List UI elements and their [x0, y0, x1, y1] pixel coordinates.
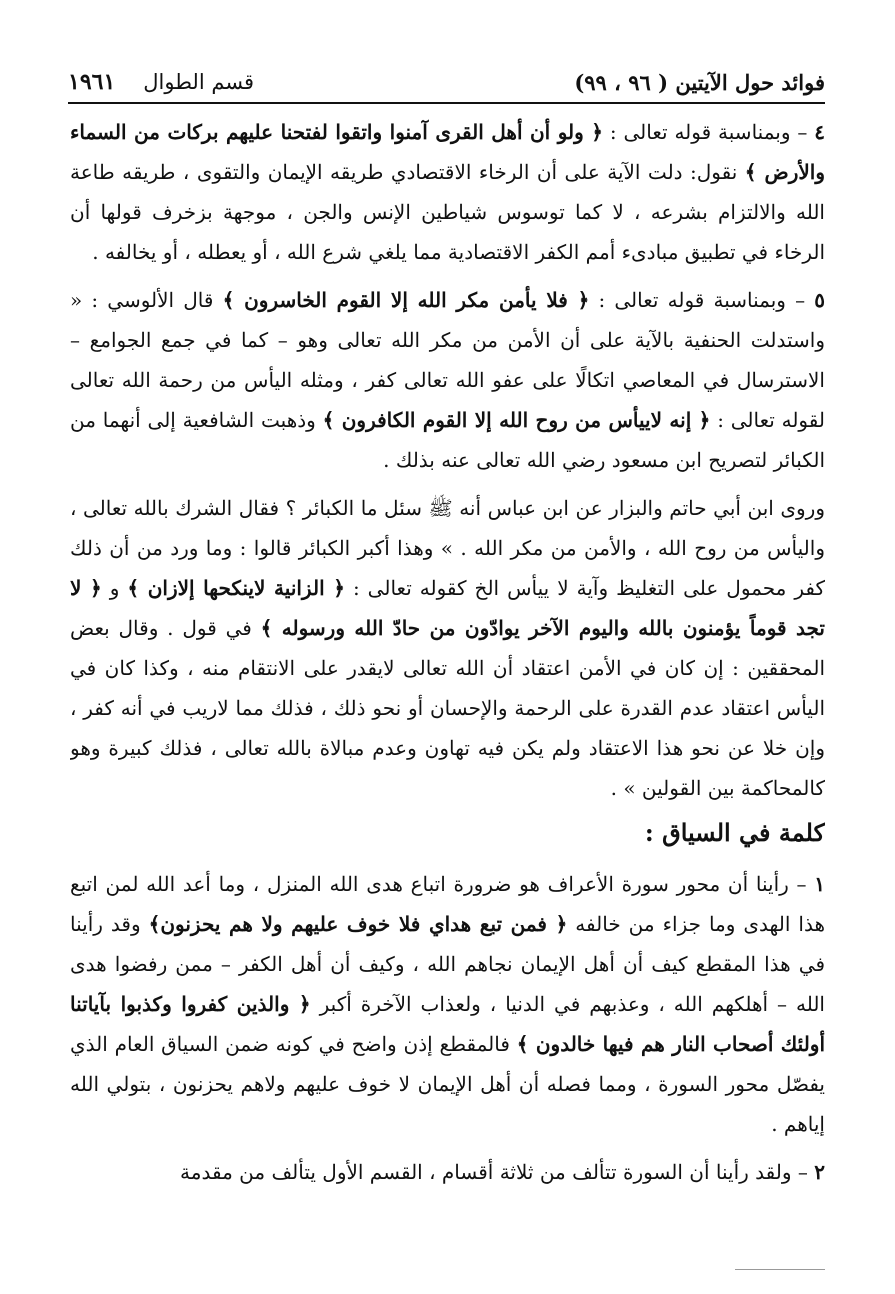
- paragraph-text: و: [101, 576, 128, 600]
- running-header: [68, 62, 825, 104]
- running-title: فوائد حول الآيتين ( ٩٦ ، ٩٩): [574, 69, 825, 95]
- context-paragraph-2: [70, 1152, 825, 1192]
- quranic-verse: ﴿ فمن تبع هداي فلا خوف عليهم ولا هم يحزنون﴾: [148, 912, 568, 936]
- page-body: [70, 112, 825, 1234]
- item-number: ٥: [814, 288, 825, 312]
- quranic-verse: ﴿ الزانية لاينكحها إلازان ﴾: [127, 576, 345, 600]
- paragraph-text: فالمقطع إذن واضح في كونه ضمن السياق العام الذي يفصّل محور السورة ، ومما فصله أن أهل الإيمان لا خوف عليهم ولاهم يحزنون ، بتولي الله إياهم .: [70, 1032, 825, 1136]
- quranic-verse: ﴿ إنه لاييأس من روح الله إلا القوم الكافرون ﴾: [322, 408, 711, 432]
- paragraph-text: – رأينا أن محور سورة الأعراف هو ضرورة اتباع هدى الله المنزل ، وما أعد الله لمن اتبع هذا الهدى وما جزاء من خالفه: [70, 872, 825, 936]
- section-heading: كلمة في السياق :: [644, 818, 825, 847]
- paragraph-text: وروى ابن أبي حاتم والبزار عن ابن عباس أنه ﷺ سئل ما الكبائر ؟ فقال الشرك بالله تعالى ، واليأس من روح الله ، والأمن من مكر الله . » وهذا أكبر الكبائر قالوا : وما ورد من أن ذلك كفر محمول على التغليظ وآية لا ييأس الخ كقوله تعالى :: [70, 496, 825, 600]
- paragraph-6: [70, 488, 825, 808]
- paragraph-text: في قول . وقال بعض المحققين : إن كان في الأمن اعتقاد أن الله تعالى لايقدر على الانتقام منه ، وكذا كان في اليأس اعتقاد عدم القدرة على الرحمة والإحسان أو نحو ذلك ، فذلك مما لاريب في أنه كفر ، وإن خلا عن نحو هذا الاعتقاد ولم يكن فيه تهاون وعدم مبالاة بالله تعالى ، فذلك كبيرة وهو كالمحاكمة بين القولين » .: [70, 616, 825, 800]
- paragraph-text: – وبمناسبة قوله تعالى :: [589, 288, 815, 312]
- quranic-verse: ﴿ لا تجد قوماً يؤمنون بالله واليوم الآخر يوادّون من حادّ الله ورسوله ﴾: [70, 576, 825, 640]
- quranic-verse: ﴿ فلا يأمن مكر الله إلا القوم الخاسرون ﴾: [222, 288, 590, 312]
- paragraph-text: نقول: دلت الآية على أن الرخاء الاقتصادي طريقه الإيمان والتقوى ، طريقه طاعة الله والالتزام بشرعه ، لا كما توسوس شياطين الإنس والجن ، موجهة بزخرف قولها أن الرخاء في تطبيق مبادىء أمم الكفر الاقتصادية مما يلغي شرع الله ، أو يعطله ، أو يخالفه .: [70, 160, 825, 264]
- paragraph-text: وقد رأينا في هذا المقطع كيف أن أهل الإيمان نجاهم الله ، وكيف أن أهل الكفر – ممن رفضوا هدى الله – أهلكهم الله ، وعذبهم في الدنيا ، ولعذاب الآخرة أكبر: [70, 912, 825, 1016]
- paragraph-text: وذهبت الشافعية إلى أنهما من الكبائر لتصريح ابن مسعود رضي الله تعالى عنه بذلك .: [70, 408, 825, 472]
- item-number: ١: [814, 872, 825, 896]
- item-number: ٤: [814, 120, 825, 144]
- header-left-group: [68, 69, 254, 95]
- paragraph-5: [70, 280, 825, 480]
- paragraph-text: – وبمناسبة قوله تعالى :: [603, 120, 815, 144]
- paragraph-4: [70, 112, 825, 272]
- section-name: قسم الطوال: [143, 70, 255, 94]
- quranic-verse: ﴿ والذين كفروا وكذبوا بآياتنا أولئك أصحاب النار هم فيها خالدون ﴾: [70, 992, 825, 1056]
- page-number: ١٩٦١: [68, 69, 116, 95]
- footer-rule: [735, 1269, 825, 1270]
- item-number: ٢: [814, 1160, 825, 1184]
- context-paragraph-1: [70, 864, 825, 1144]
- paragraph-text: قال الألوسي : « واستدلت الحنفية بالآية على أن الأمن من مكر الله تعالى وهو – كما في جمع الجوامع – الاسترسال في المعاصي اتكالًا على عفو الله تعالى كفر ، ومثله اليأس من رحمة الله تعالى لقوله تعالى :: [70, 288, 825, 432]
- quranic-verse: ﴿ ولو أن أهل القرى آمنوا واتقوا لفتحنا عليهم بركات من السماء والأرض ﴾: [70, 120, 825, 184]
- paragraph-text: – ولقد رأينا أن السورة تتألف من ثلاثة أقسام ، القسم الأول يتألف من مقدمة: [180, 1160, 815, 1184]
